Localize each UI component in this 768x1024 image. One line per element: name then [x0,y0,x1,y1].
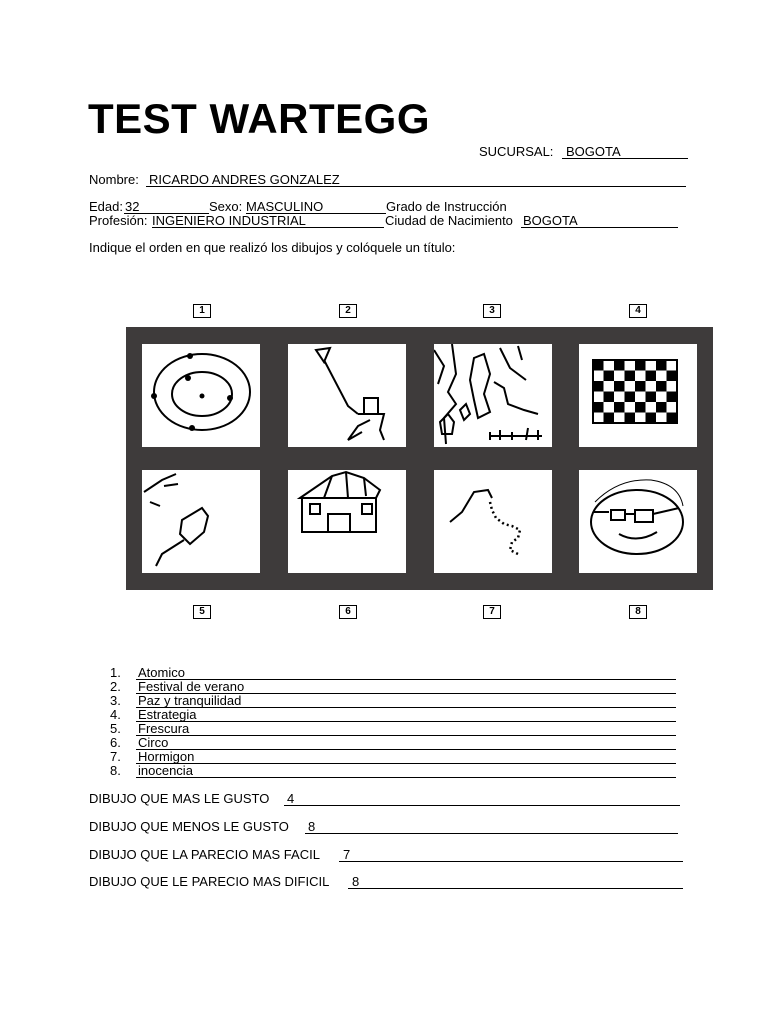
drawing-mountain-path [434,470,552,573]
question-easiest-value: 7 [343,847,351,862]
question-least-liked-label: DIBUJO QUE MENOS LE GUSTO [89,819,289,834]
question-hardest-field[interactable] [348,874,683,889]
drawing-landscape [434,344,552,447]
drawing-ice-cream [142,470,260,573]
title-field[interactable]: Hormigon [136,750,676,764]
title-field[interactable]: Atomico [136,666,676,680]
question-most-liked-label: DIBUJO QUE MAS LE GUSTO [89,791,270,806]
title-field[interactable]: Frescura [136,722,676,736]
sucursal-value: BOGOTA [566,144,621,159]
drawing-board [126,327,713,590]
profesion-label: Profesión: [89,213,148,228]
drawing-cell-1 [142,344,260,447]
sucursal-label: SUCURSAL: [479,144,554,159]
question-most-liked-value: 4 [287,791,295,806]
ciudad-value: BOGOTA [523,213,578,228]
profesion-value: INGENIERO INDUSTRIAL [152,213,306,228]
box-number-6: 6 [339,605,357,619]
drawing-atom [142,344,260,447]
question-least-liked-value: 8 [308,819,316,834]
question-hardest-label: DIBUJO QUE LE PARECIO MAS DIFICIL [89,874,330,889]
box-number-3: 3 [483,304,501,318]
question-easiest-field[interactable] [339,847,683,862]
page-title: TEST WARTEGG [88,95,430,142]
drawing-cell-3 [434,344,552,447]
question-least-liked-field[interactable] [305,819,678,834]
drawing-checkerboard [579,344,697,447]
box-number-4: 4 [629,304,647,318]
ciudad-label: Ciudad de Nacimiento [385,213,513,228]
box-number-5: 5 [193,605,211,619]
title-field[interactable]: Festival de verano [136,680,676,694]
title-field[interactable]: Paz y tranquilidad [136,694,676,708]
drawing-face [579,470,697,573]
drawing-cell-5 [142,470,260,573]
box-number-2: 2 [339,304,357,318]
edad-label: Edad: [89,199,123,214]
drawing-cell-8 [579,470,697,573]
nombre-label: Nombre: [89,172,139,187]
title-field[interactable]: Circo [136,736,676,750]
drawing-kite [288,344,406,447]
box-number-8: 8 [629,605,647,619]
question-most-liked-field[interactable] [284,791,680,806]
box-number-1: 1 [193,304,211,318]
grado-label: Grado de Instrucción [386,199,507,214]
drawing-cell-7 [434,470,552,573]
instruction-text: Indique el orden en que realizó los dibujos y colóquele un título: [89,240,456,255]
title-field[interactable]: Estrategia [136,708,676,722]
sexo-value: MASCULINO [246,199,324,214]
edad-value: 32 [125,199,140,214]
question-easiest-label: DIBUJO QUE LA PARECIO MAS FACIL [89,847,320,862]
title-field[interactable]: inocencia [136,764,676,778]
question-hardest-value: 8 [352,874,360,889]
drawing-cell-6 [288,470,406,573]
drawing-cell-4 [579,344,697,447]
nombre-value: RICARDO ANDRES GONZALEZ [149,172,340,187]
drawing-circus-tent [288,470,406,573]
sexo-label: Sexo: [209,199,243,214]
box-number-7: 7 [483,605,501,619]
drawing-cell-2 [288,344,406,447]
